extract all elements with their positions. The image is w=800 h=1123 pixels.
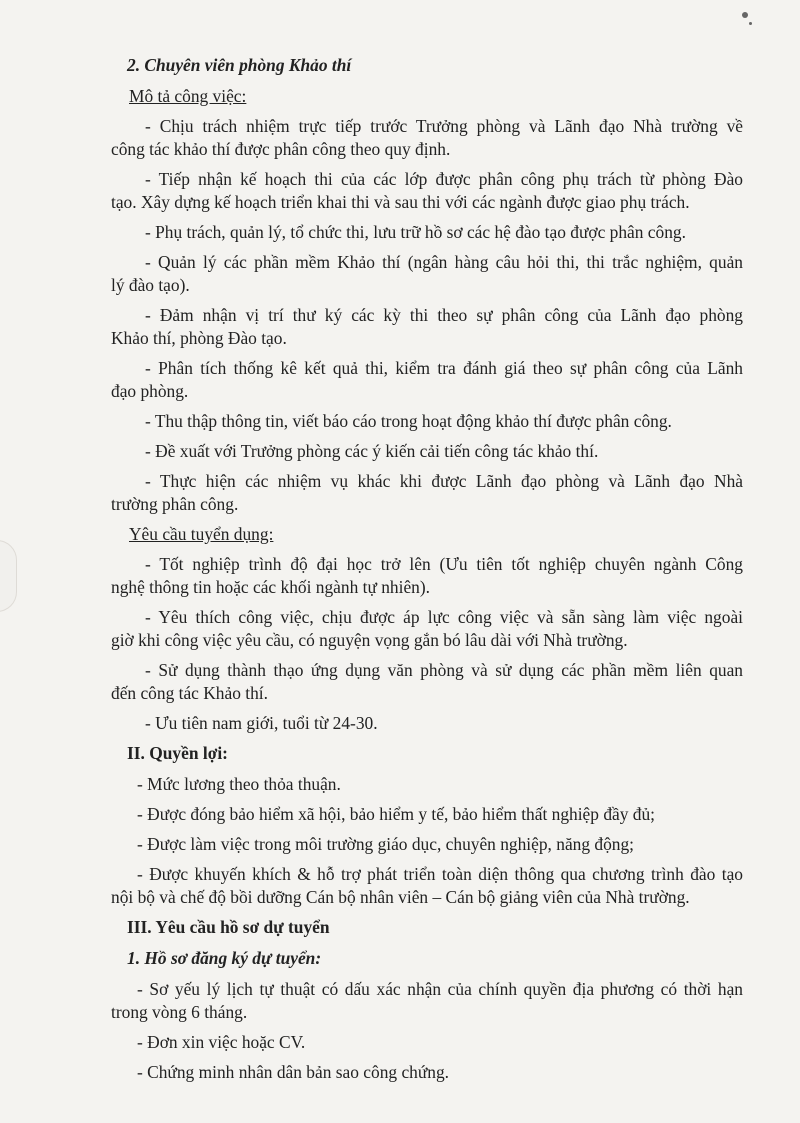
application-item-2: - Đơn xin việc hoặc CV.	[137, 1032, 306, 1052]
benefits-heading: II. Quyền lợi:	[127, 743, 228, 763]
job-desc-item-3: - Phụ trách, quản lý, tổ chức thi, lưu trữ hồ sơ các hệ đào tạo được phân công.	[145, 222, 686, 242]
job-desc-item-8: - Đề xuất với Trưởng phòng các ý kiến cải tiến công tác khảo thí.	[145, 441, 599, 461]
requirement-item-4: - Ưu tiên nam giới, tuổi từ 24-30.	[145, 713, 378, 733]
document-body	[111, 54, 743, 1091]
job-desc-item-5: - Đảm nhận vị trí thư ký các kỳ thi theo sự phân công của Lãnh đạo phòng Khảo thí, phòng Đào tạo.	[111, 305, 743, 348]
stamp-edge-mark	[0, 540, 17, 612]
job-desc-item-6: - Phân tích thống kê kết quả thi, kiểm tra đánh giá theo sự phân công của Lãnh đạo phòng.	[111, 358, 743, 401]
benefit-item-1: - Mức lương theo thỏa thuận.	[137, 774, 341, 794]
requirement-item-2: - Yêu thích công việc, chịu được áp lực công việc và sẵn sàng làm việc ngoài giờ khi công việc yêu cầu, có nguyện vọng gắn bó lâu dài với Nhà trường.	[111, 607, 743, 650]
job-desc-item-7: - Thu thập thông tin, viết báo cáo trong hoạt động khảo thí được phân công.	[145, 411, 672, 431]
benefit-item-3: - Được làm việc trong môi trường giáo dục, chuyên nghiệp, năng động;	[137, 834, 635, 854]
job-desc-item-2: - Tiếp nhận kế hoạch thi của các lớp được phân công phụ trách từ phòng Đào tạo. Xây dựng kế hoạch triển khai thi và sau thi với các ngành được giao phụ trách.	[111, 169, 743, 212]
application-subheading: 1. Hồ sơ đăng ký dự tuyển:	[127, 948, 322, 968]
job-description-label: Mô tả công việc:	[129, 86, 247, 106]
job-desc-item-4: - Quản lý các phần mềm Khảo thí (ngân hàng câu hỏi thi, thi trắc nghiệm, quản lý đào tạo).	[111, 252, 743, 295]
scan-speck	[749, 22, 752, 25]
job-desc-item-1: - Chịu trách nhiệm trực tiếp trước Trưởng phòng và Lãnh đạo Nhà trường về công tác khảo thí được phân công theo quy định.	[111, 116, 743, 159]
requirements-label: Yêu cầu tuyển dụng:	[129, 524, 274, 544]
requirement-item-3: - Sử dụng thành thạo ứng dụng văn phòng và sử dụng các phần mềm liên quan đến công tác Khảo thí.	[111, 660, 743, 703]
application-item-3: - Chứng minh nhân dân bản sao công chứng.	[137, 1062, 450, 1082]
application-item-1: - Sơ yếu lý lịch tự thuật có dấu xác nhận của chính quyền địa phương có thời hạn trong vòng 6 tháng.	[111, 979, 743, 1022]
application-heading: III. Yêu cầu hồ sơ dự tuyển	[127, 917, 330, 937]
position-heading: 2. Chuyên viên phòng Khảo thí	[127, 55, 352, 75]
job-desc-item-9: - Thực hiện các nhiệm vụ khác khi được Lãnh đạo phòng và Lãnh đạo Nhà trường phân công.	[111, 471, 743, 514]
benefit-item-2: - Được đóng bảo hiểm xã hội, bảo hiểm y tế, bảo hiểm thất nghiệp đầy đủ;	[137, 804, 655, 824]
benefit-item-4: - Được khuyến khích & hỗ trợ phát triển toàn diện thông qua chương trình đào tạo nội bộ và chế độ bồi dưỡng Cán bộ nhân viên – Cán bộ giảng viên của Nhà trường.	[111, 864, 743, 907]
scan-speck	[742, 12, 748, 18]
requirement-item-1: - Tốt nghiệp trình độ đại học trở lên (Ưu tiên tốt nghiệp chuyên ngành Công nghệ thông tin hoặc các khối ngành tự nhiên).	[111, 554, 743, 597]
